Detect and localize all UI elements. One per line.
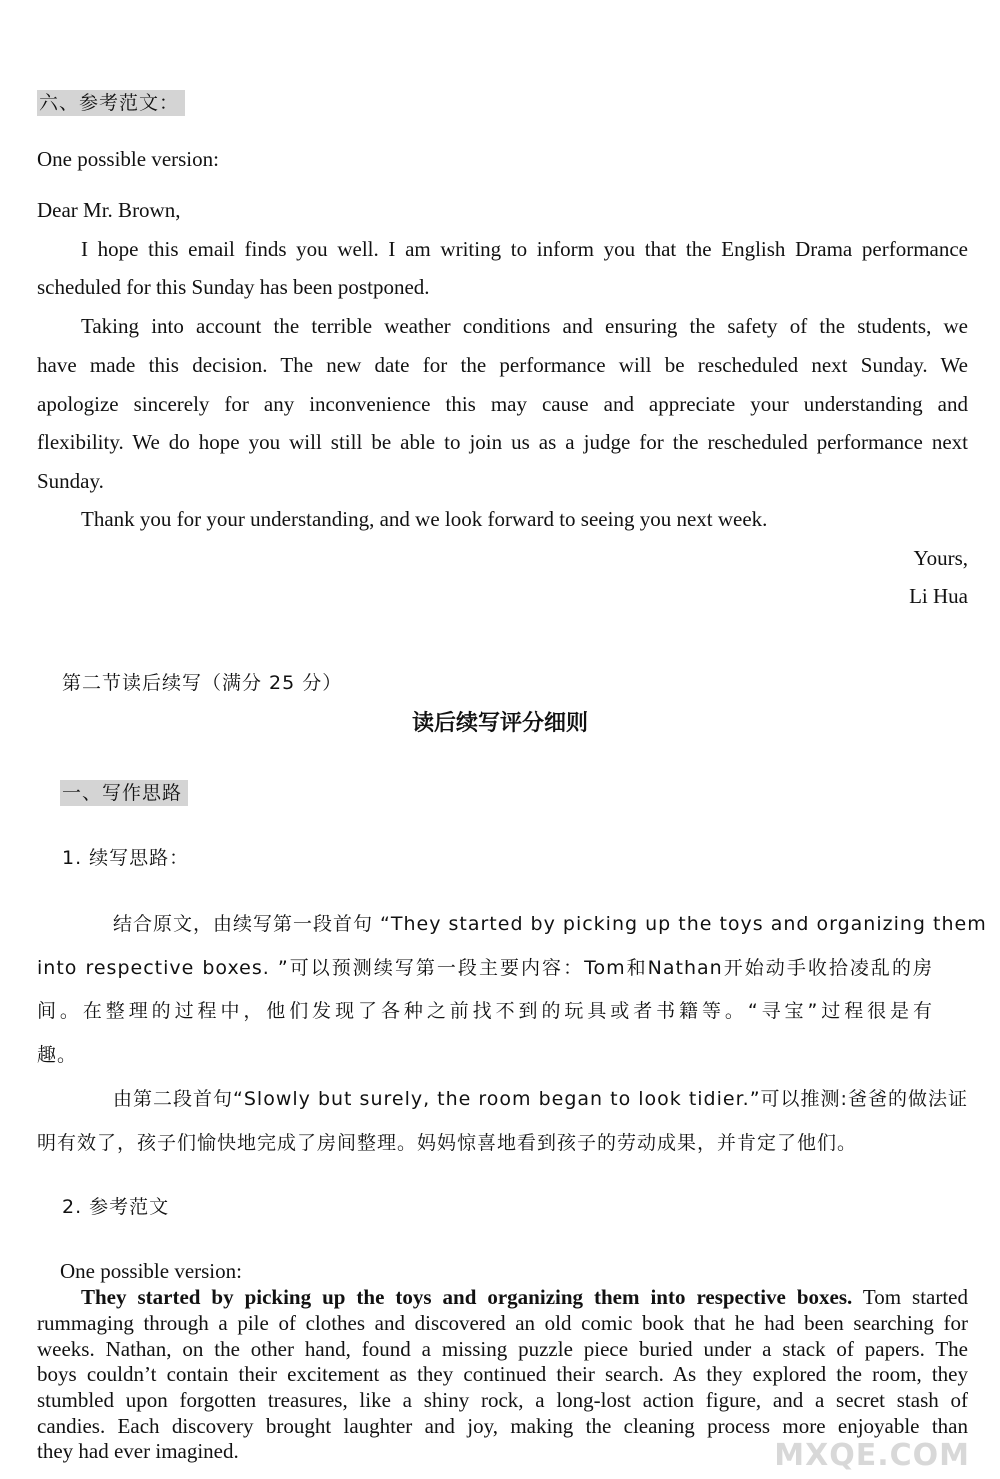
letter-line: Thank you for your understanding, and we look forward to seeing you next week. — [81, 507, 768, 531]
sample-line: boys couldn’t contain their excitement as they continued their search. As they explored the room, they — [37, 1362, 968, 1386]
section-heading: 六、参考范文： — [37, 90, 185, 116]
section-heading: 第二节读后续写（满分 25 分） — [62, 672, 343, 694]
sub-heading: 一、写作思路 — [60, 780, 188, 806]
letter-line: flexibility. We do hope you will still be able to join us as a judge for the rescheduled performance next — [37, 430, 968, 454]
idea-line: 间。在整理的过程中，他们发现了各种之前找不到的玩具或者书籍等。“寻宝”过程很是有 — [37, 1000, 933, 1022]
idea-line: 趣。 — [37, 1044, 78, 1066]
letter-line: I hope this email finds you well. I am writing to inform you that the English Drama performance — [81, 237, 968, 261]
idea-line: into respective boxes. ”可以预测续写第一段主要内容：Tom和Nathan开始动手收拾凌乱的房 — [37, 957, 933, 979]
salutation: Dear Mr. Brown, — [37, 198, 181, 222]
letter-line: Taking into account the terrible weather conditions and ensuring the safety of the students, we — [81, 314, 968, 338]
version-label: One possible version: — [60, 1259, 242, 1283]
letter-closing: Yours, — [913, 546, 968, 570]
letter-signature: Li Hua — [909, 584, 968, 608]
sample-line: rummaging through a pile of clothes and discovered an old comic book that he had been searching for — [37, 1311, 968, 1335]
letter-line: scheduled for this Sunday has been postponed. — [37, 275, 430, 299]
sample-line: They started by picking up the toys and organizing them into respective boxes. Tom started — [81, 1285, 968, 1309]
sample-line: they had ever imagined. — [37, 1439, 239, 1463]
watermark-logo: MXQE.COM — [774, 1438, 970, 1473]
idea-line: 明有效了，孩子们愉快地完成了房间整理。妈妈惊喜地看到孩子的劳动成果，并肯定了他们。 — [37, 1132, 858, 1154]
page-title: 读后续写评分细则 — [411, 711, 588, 736]
sample-line: stumbled upon forgotten treasures, like a shiny rock, a long-lost action figure, and a secret stash of — [37, 1388, 968, 1412]
idea-line: 结合原文，由续写第一段首句 “They started by picking up the toys and organizing them — [113, 913, 987, 935]
idea-line: 由第二段首句“Slowly but surely, the room began to look tidier.”可以推测:爸爸的做法证 — [113, 1088, 968, 1110]
item-label: 1. 续写思路： — [62, 847, 190, 869]
letter-line: Sunday. — [37, 469, 104, 493]
version-label: One possible version: — [37, 147, 219, 171]
item-label: 2. 参考范文 — [62, 1196, 170, 1218]
letter-line: apologize sincerely for any inconvenience this may cause and appreciate your understanding and — [37, 392, 968, 416]
sample-line: candies. Each discovery brought laughter and joy, making the cleaning process more enjoyable than — [37, 1414, 968, 1438]
letter-line: have made this decision. The new date for the performance will be rescheduled next Sunday. We — [37, 353, 968, 377]
sample-line: weeks. Nathan, on the other hand, found a missing puzzle piece buried under a stack of papers. The — [37, 1337, 968, 1361]
